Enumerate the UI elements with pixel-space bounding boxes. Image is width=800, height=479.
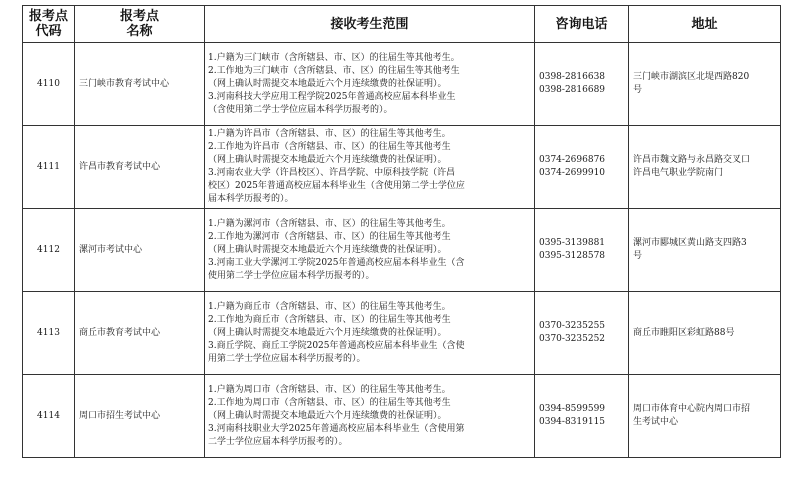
site-address (629, 292, 781, 375)
table-row (23, 43, 781, 126)
scope-line: 1.户籍为周口市（含所辖县、市、区）的往届生等其他考生。 (208, 384, 451, 395)
address-line: 生考试中心 (633, 417, 679, 427)
scope-line: （网上确认时需提交本地最近六个月连续缴费的社保证明）。 (208, 78, 447, 89)
site-scope (205, 43, 535, 126)
site-address (629, 375, 781, 458)
scope-line: （含使用第二学士学位应届本科学历报考的）。 (208, 104, 393, 115)
site-phone (535, 43, 629, 126)
scope-line: 使用第二学士学位应届本科学历报考的）。 (208, 270, 375, 281)
scope-line: （网上确认时需提交本地最近六个月连续缴费的社保证明）。 (208, 155, 447, 165)
site-address (629, 126, 781, 209)
header-code: 报考点 代码 (23, 6, 75, 43)
site-phone (535, 292, 629, 375)
scope-line: 2.工作地为漯河市（含所辖县、市、区）的往届生等其他考生 (208, 231, 451, 242)
site-scope (205, 209, 535, 292)
phone-number: 0370-3235255 (539, 321, 606, 331)
header-address: 地址 (629, 6, 781, 43)
phone-number: 0370-3235252 (539, 334, 606, 344)
site-code: 4112 (23, 209, 75, 292)
address-line: 号 (633, 251, 643, 261)
scope-line: 校区）2025年普通高校应届本科毕业生（含使用第二学士学位应 (208, 181, 465, 191)
site-address (629, 209, 781, 292)
site-code: 4113 (23, 292, 75, 375)
scope-line: 2.工作地为商丘市（含所辖县、市、区）的往届生等其他考生 (208, 314, 451, 325)
phone-number: 0394-8599599 (539, 404, 606, 414)
site-scope (205, 126, 535, 209)
scope-line: 2.工作地为周口市（含所辖县、市、区）的往届生等其他考生 (208, 397, 451, 408)
table-row (23, 209, 781, 292)
site-name: 许昌市教育考试中心 (75, 126, 205, 209)
table-row (23, 292, 781, 375)
address-line: 许昌市魏文路与永昌路交叉口 (633, 155, 751, 165)
scope-line: 届本科学历报考的）。 (208, 194, 294, 204)
scope-line: 3.河南科技职业大学2025年普通高校应届本科毕业生（含使用第 (208, 423, 465, 434)
site-scope (205, 292, 535, 375)
site-code: 4110 (23, 43, 75, 126)
site-phone (535, 209, 629, 292)
site-address (629, 43, 781, 126)
table-row (23, 375, 781, 458)
scope-line: 二学士学位应届本科学历报考的）。 (208, 436, 348, 447)
phone-number: 0394-8319115 (539, 417, 606, 427)
scope-line: 3.河南工业大学漯河工学院2025年普通高校应届本科毕业生（含 (208, 257, 465, 268)
exam-site-table-wrapper (22, 5, 780, 458)
phone-number: 0374-2699910 (539, 168, 606, 178)
site-scope (205, 375, 535, 458)
scope-line: 2.工作地为许昌市（含所辖县、市、区）的往届生等其他考生 (208, 142, 451, 152)
scope-line: （网上确认时需提交本地最近六个月连续缴费的社保证明）。 (208, 410, 447, 421)
site-code: 4111 (23, 126, 75, 209)
scope-line: 1.户籍为三门峡市（含所辖县、市、区）的往届生等其他考生。 (208, 52, 460, 63)
address-line: 三门峡市湖滨区北堤西路820 (633, 72, 750, 82)
address-line: 漯河市郾城区黄山路支四路3 (633, 238, 747, 248)
address-line: 许昌电气职业学院南门 (633, 168, 724, 178)
scope-line: 3.河南科技大学应用工程学院2025年普通高校应届本科毕业生 (208, 91, 456, 102)
phone-number: 0395-3139881 (539, 238, 606, 248)
site-name: 商丘市教育考试中心 (75, 292, 205, 375)
phone-number: 0395-3128578 (539, 251, 606, 261)
table-row (23, 126, 781, 209)
address-line: 商丘市睢阳区彩虹路88号 (633, 327, 735, 338)
phone-number: 0398-2816689 (539, 85, 606, 95)
header-scope: 接收考生范围 (205, 6, 535, 43)
phone-number: 0398-2816638 (539, 72, 606, 82)
scope-line: 1.户籍为商丘市（含所辖县、市、区）的往届生等其他考生。 (208, 301, 451, 312)
table-header-row (23, 6, 781, 43)
phone-number: 0374-2696876 (539, 155, 606, 165)
scope-line: 3.河南农业大学（许昌校区）、许昌学院、中原科技学院（许昌 (208, 168, 456, 178)
exam-site-table (22, 5, 781, 458)
site-name: 三门峡市教育考试中心 (75, 43, 205, 126)
scope-line: 1.户籍为许昌市（含所辖县、市、区）的往届生等其他考生。 (208, 129, 451, 139)
scope-line: 1.户籍为漯河市（含所辖县、市、区）的往届生等其他考生。 (208, 218, 451, 229)
site-phone (535, 375, 629, 458)
scope-line: （网上确认时需提交本地最近六个月连续缴费的社保证明）。 (208, 327, 447, 338)
site-name: 漯河市考试中心 (75, 209, 205, 292)
scope-line: 用第二学士学位应届本科学历报考的）。 (208, 353, 366, 364)
scope-line: （网上确认时需提交本地最近六个月连续缴费的社保证明）。 (208, 244, 447, 255)
site-phone (535, 126, 629, 209)
scope-line: 3.商丘学院、商丘工学院2025年普通高校应届本科毕业生（含使 (208, 340, 465, 351)
address-line: 周口市体育中心院内周口市招 (633, 404, 751, 414)
scope-line: 2.工作地为三门峡市（含所辖县、市、区）的往届生等其他考生 (208, 65, 460, 76)
header-phone: 咨询电话 (535, 6, 629, 43)
address-line: 号 (633, 85, 643, 95)
site-code: 4114 (23, 375, 75, 458)
header-name: 报考点 名称 (75, 6, 205, 43)
site-name: 周口市招生考试中心 (75, 375, 205, 458)
